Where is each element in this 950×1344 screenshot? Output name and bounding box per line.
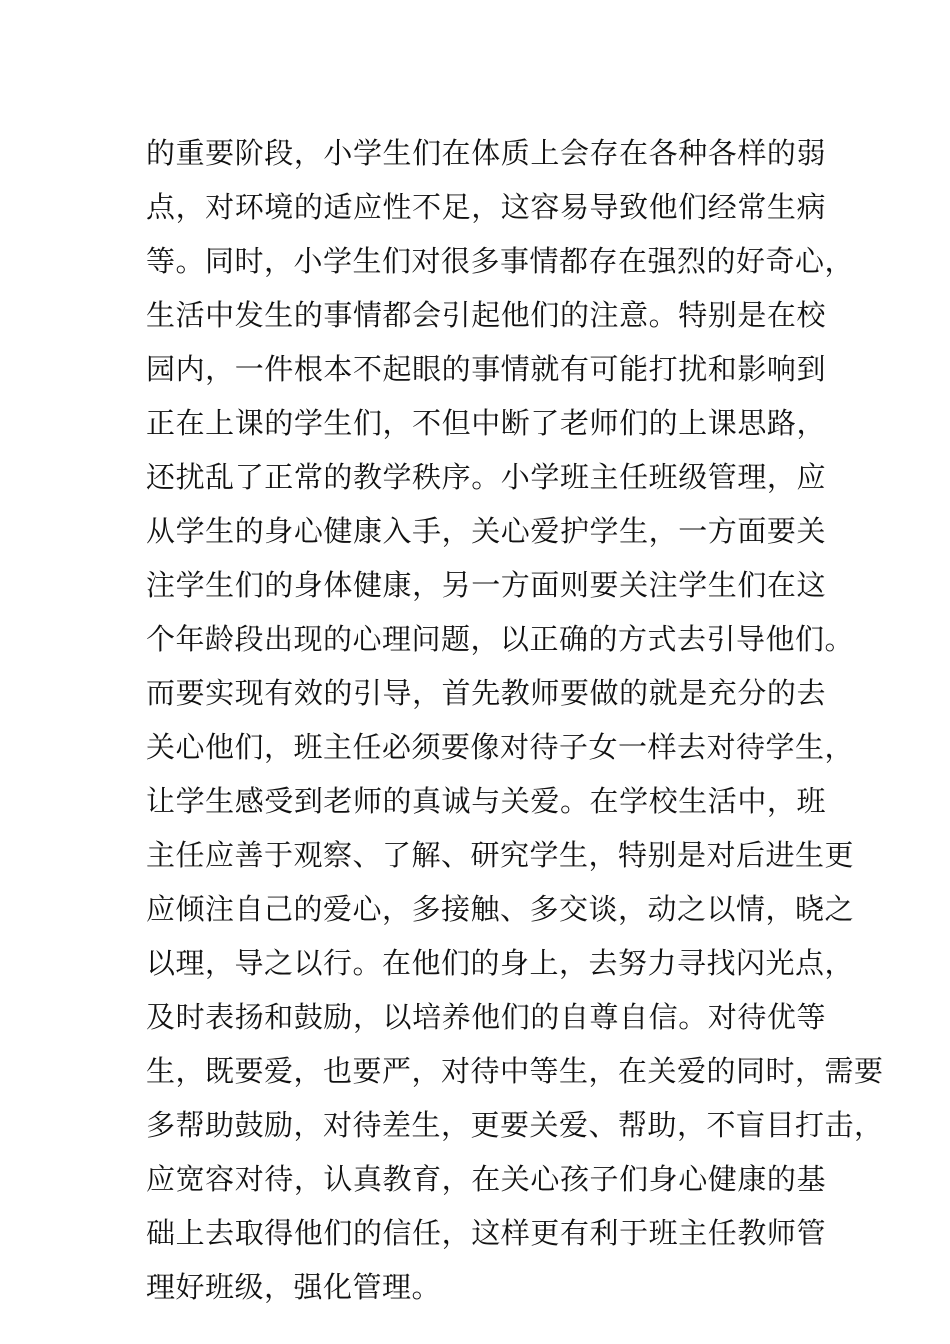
text-line: 应倾注自己的爱心，多接触、多交谈，动之以情，晓之 [146,892,855,926]
text-line: 生活中发生的事情都会引起他们的注意。特别是在校 [146,298,826,332]
text-line: 关心他们，班主任必须要像对待子女一样去对待学生， [146,730,855,764]
text-line: 从学生的身心健康入手，关心爱护学生，一方面要关 [146,514,826,548]
text-line: 个年龄段出现的心理问题，以正确的方式去引导他们。 [146,622,855,656]
text-line: 生，既要爱，也要严，对待中等生，在关爱的同时，需要 [146,1054,884,1088]
text-line: 让学生感受到老师的真诚与关爱。在学校生活中，班 [146,784,826,818]
text-line: 等。同时，小学生们对很多事情都存在强烈的好奇心， [146,244,855,278]
text-line: 正在上课的学生们，不但中断了老师们的上课思路， [146,406,826,440]
text-line: 的重要阶段，小学生们在体质上会存在各种各样的弱 [146,136,826,170]
text-line: 注学生们的身体健康，另一方面则要关注学生们在这 [146,568,826,602]
text-line: 园内，一件根本不起眼的事情就有可能打扰和影响到 [146,352,826,386]
text-line: 础上去取得他们的信任，这样更有利于班主任教师管 [146,1216,826,1250]
text-line: 及时表扬和鼓励，以培养他们的自尊自信。对待优等 [146,1000,826,1034]
text-line: 点，对环境的适应性不足，这容易导致他们经常生病 [146,190,826,224]
text-line: 而要实现有效的引导，首先教师要做的就是充分的去 [146,676,826,710]
text-line: 主任应善于观察、了解、研究学生，特别是对后进生更 [146,838,855,872]
text-line-last: 理好班级，强化管理。 [146,1270,442,1304]
text-line: 应宽容对待，认真教育，在关心孩子们身心健康的基 [146,1162,826,1196]
text-line: 还扰乱了正常的教学秩序。小学班主任班级管理，应 [146,460,826,494]
text-line: 多帮助鼓励，对待差生，更要关爱、帮助，不盲目打击， [146,1108,884,1142]
text-line: 以理，导之以行。在他们的身上，去努力寻找闪光点， [146,946,855,980]
body-text [146,126,884,1314]
